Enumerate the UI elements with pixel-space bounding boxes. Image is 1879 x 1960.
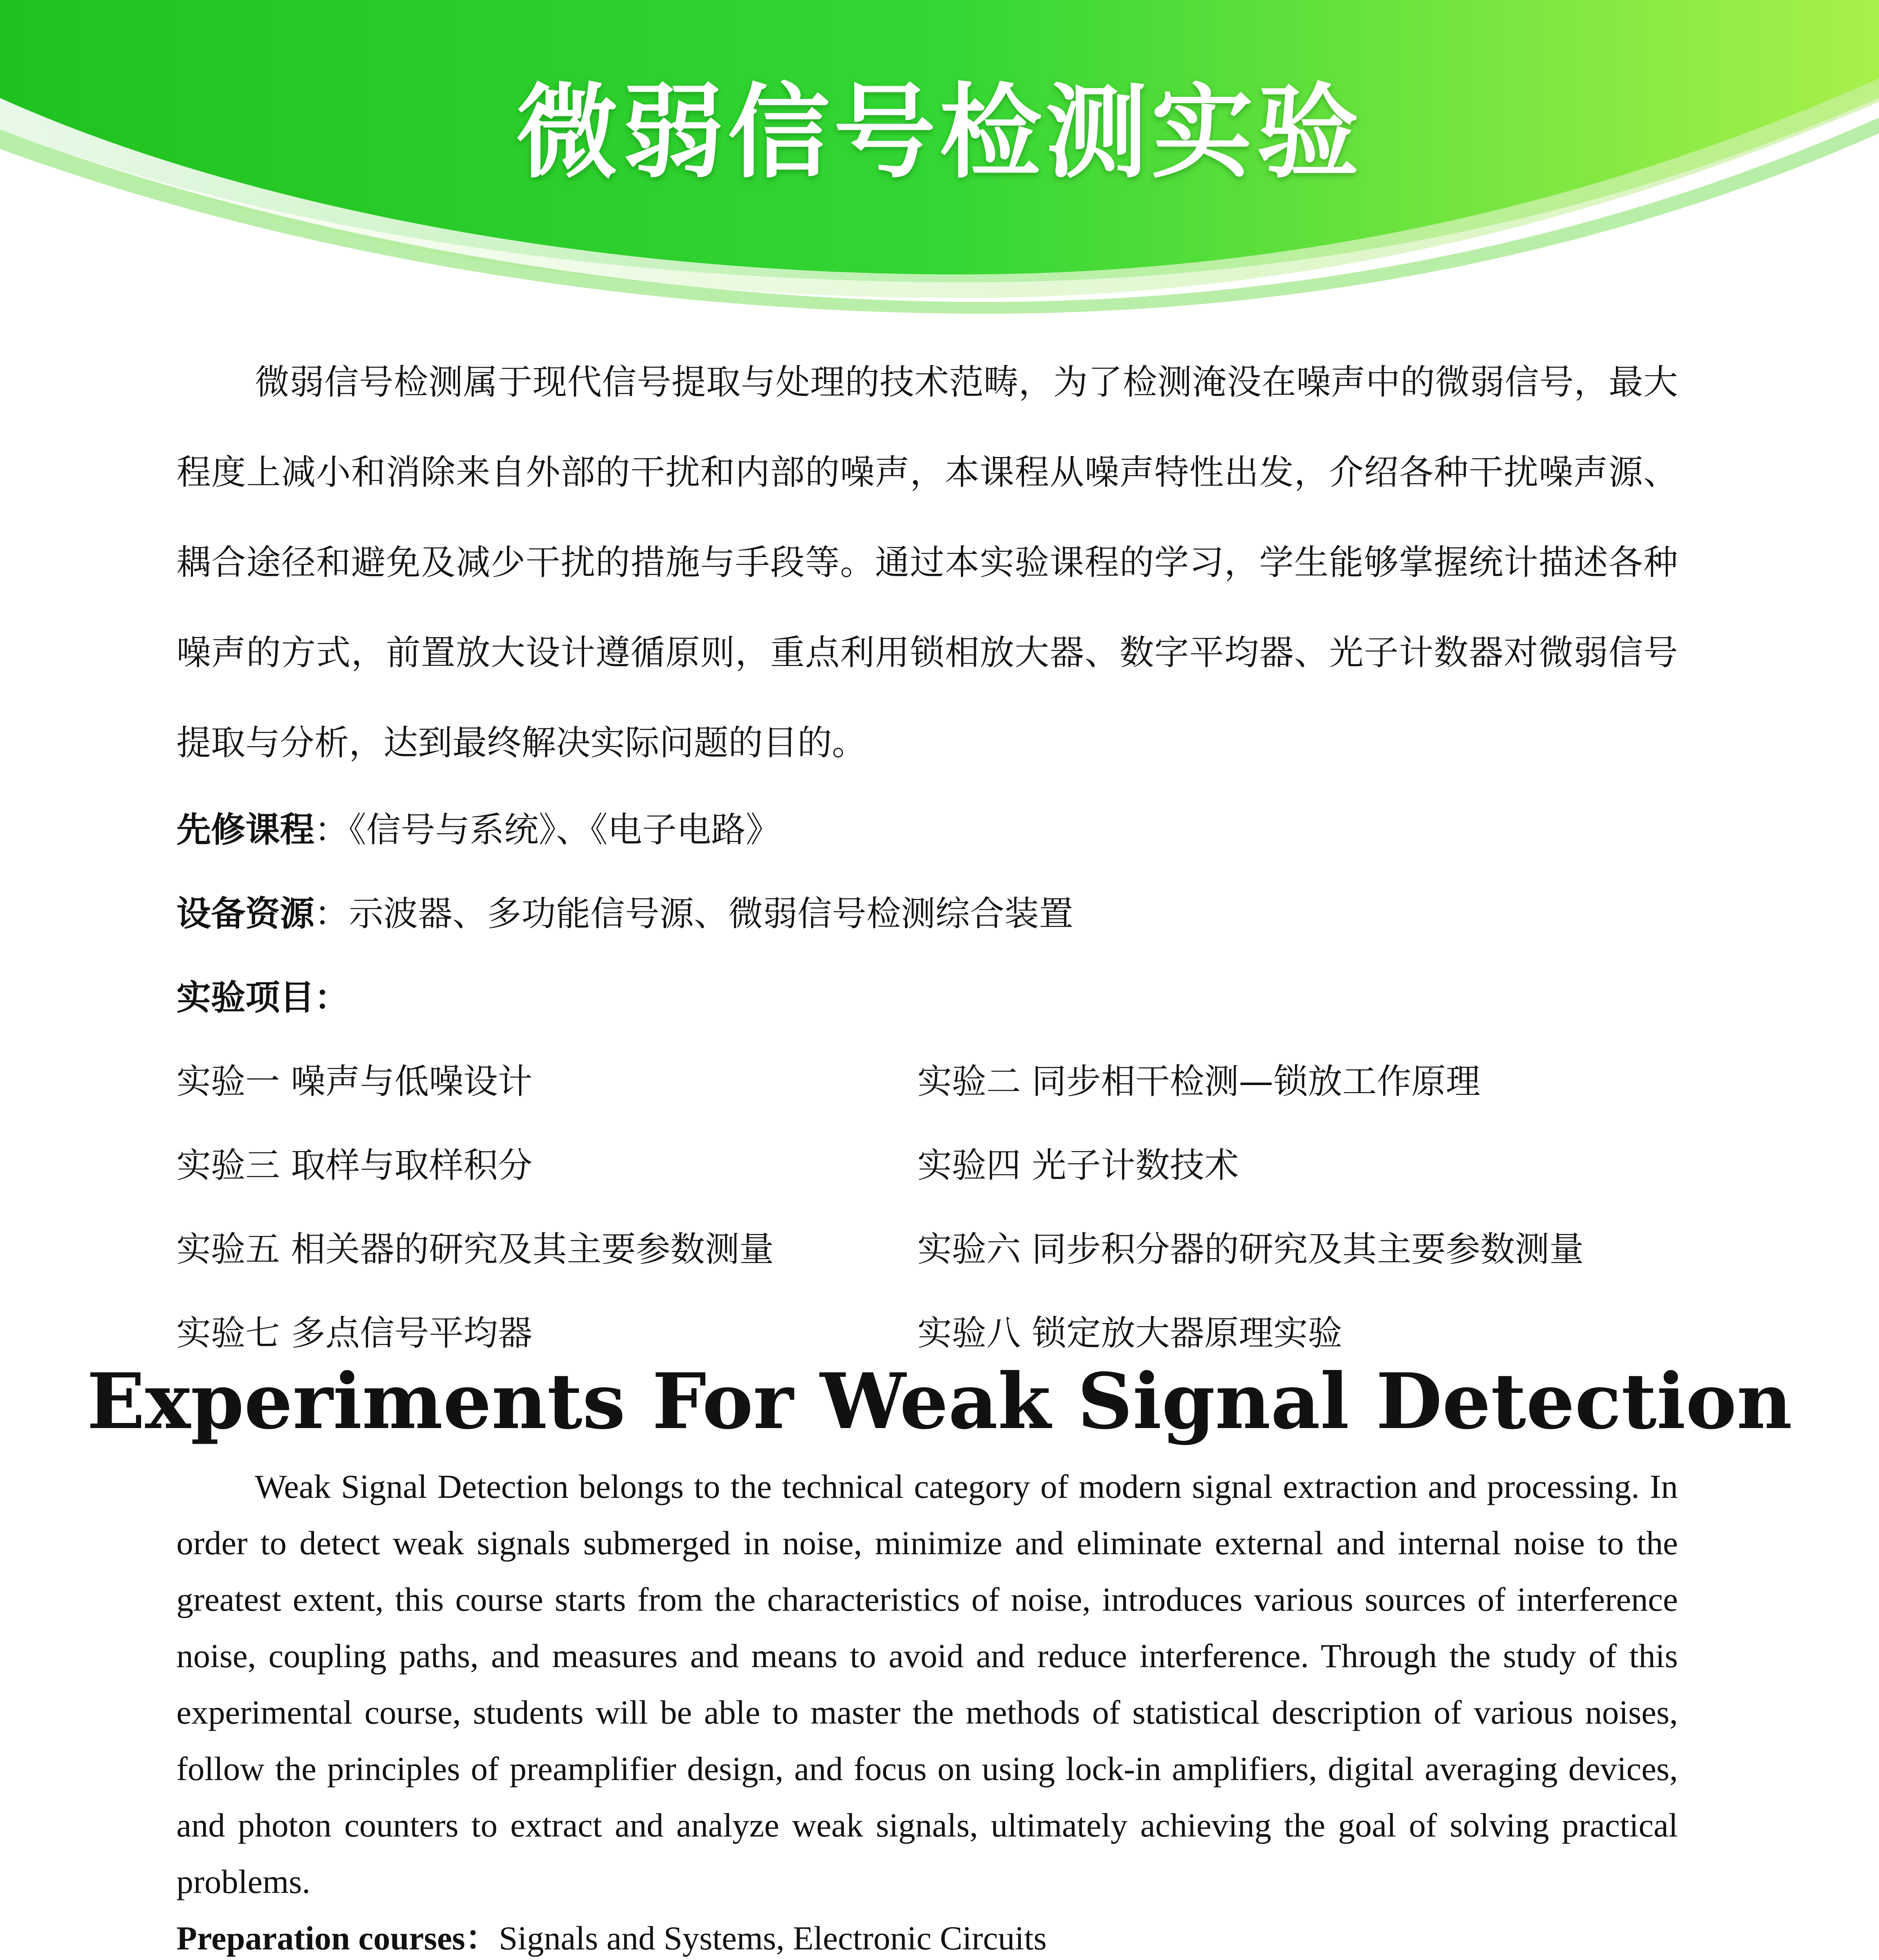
experiment-item-2-cn: 实验二 同步相干检测—锁放工作原理	[917, 1061, 1480, 1102]
prerequisite-value-cn: ：《信号与系统》、《电子电路》	[314, 809, 781, 850]
prerequisite-line-cn	[176, 788, 1678, 872]
page-title-cn: 微弱信号检测实验	[516, 74, 1363, 192]
experiment-item-7-cn: 实验七 多点信号平均器	[176, 1313, 532, 1353]
prerequisite-label-cn: 先修课程	[176, 809, 315, 850]
experiment-item-6-cn: 实验六 同步积分器的研究及其主要参数测量	[917, 1229, 1584, 1269]
experiment-item-4-cn: 实验四 光子计数技术	[917, 1145, 1239, 1185]
experiment-row	[176, 1123, 1678, 1207]
preparation-label-en: Preparation courses：	[176, 1919, 499, 1957]
preparation-value-en: Signals and Systems, Electronic Circuits	[499, 1919, 1047, 1957]
experiment-item-1-cn: 实验一 噪声与低噪设计	[176, 1061, 532, 1102]
intro-paragraph-en: Weak Signal Detection belongs to the technical category of modern signal extraction and processing. In order to detect weak signals submerged in noise, minimize and eliminate external and internal noise to the greatest extent, this course starts from the characteristics of noise, introduces various sources of interference noise, coupling paths, and measures and means to avoid and reduce interference. Through the study of this experimental course, students will be able to master the methods of statistical description of various noises, follow the principles of preamplifier design, and focus on using lock-in amplifiers, digital averaging devices, and photon counters to extract and analyze weak signals, ultimately achieving the goal of solving practical problems.	[176, 1468, 1678, 1900]
experiment-item-3-cn: 实验三 取样与取样积分	[176, 1145, 532, 1185]
page-title-en: Experiments For Weak Signal Detection	[87, 1356, 1792, 1446]
experiment-items-heading-cn: 实验项目：	[176, 977, 349, 1018]
experiment-item-5-cn: 实验五 相关器的研究及其主要参数测量	[176, 1229, 774, 1269]
experiment-item-8-cn: 实验八 锁定放大器原理实验	[917, 1313, 1342, 1353]
equipment-line-cn	[176, 872, 1678, 956]
equipment-label-cn: 设备资源	[176, 893, 315, 934]
chinese-section	[176, 337, 1678, 1375]
preparation-line-en	[176, 1910, 1678, 1960]
experiment-row	[176, 1207, 1678, 1291]
intro-paragraph-cn: 微弱信号检测属于现代信号提取与处理的技术范畴，为了检测淹没在噪声中的微弱信号，最大程度上减小和消除来自外部的干扰和内部的噪声，本课程从噪声特性出发，介绍各种干扰噪声源、耦合途径和避免及减少干扰的措施与手段等。通过本实验课程的学习，学生能够掌握统计描述各种噪声的方式，前置放大设计遵循原则，重点利用锁相放大器、数字平均器、光子计数器对微弱信号提取与分析，达到最终解决实际问题的目的。	[176, 362, 1678, 763]
experiment-row	[176, 1040, 1678, 1123]
equipment-value-cn: ：示波器、多功能信号源、微弱信号检测综合装置	[314, 893, 1074, 934]
english-section	[176, 1458, 1678, 1960]
